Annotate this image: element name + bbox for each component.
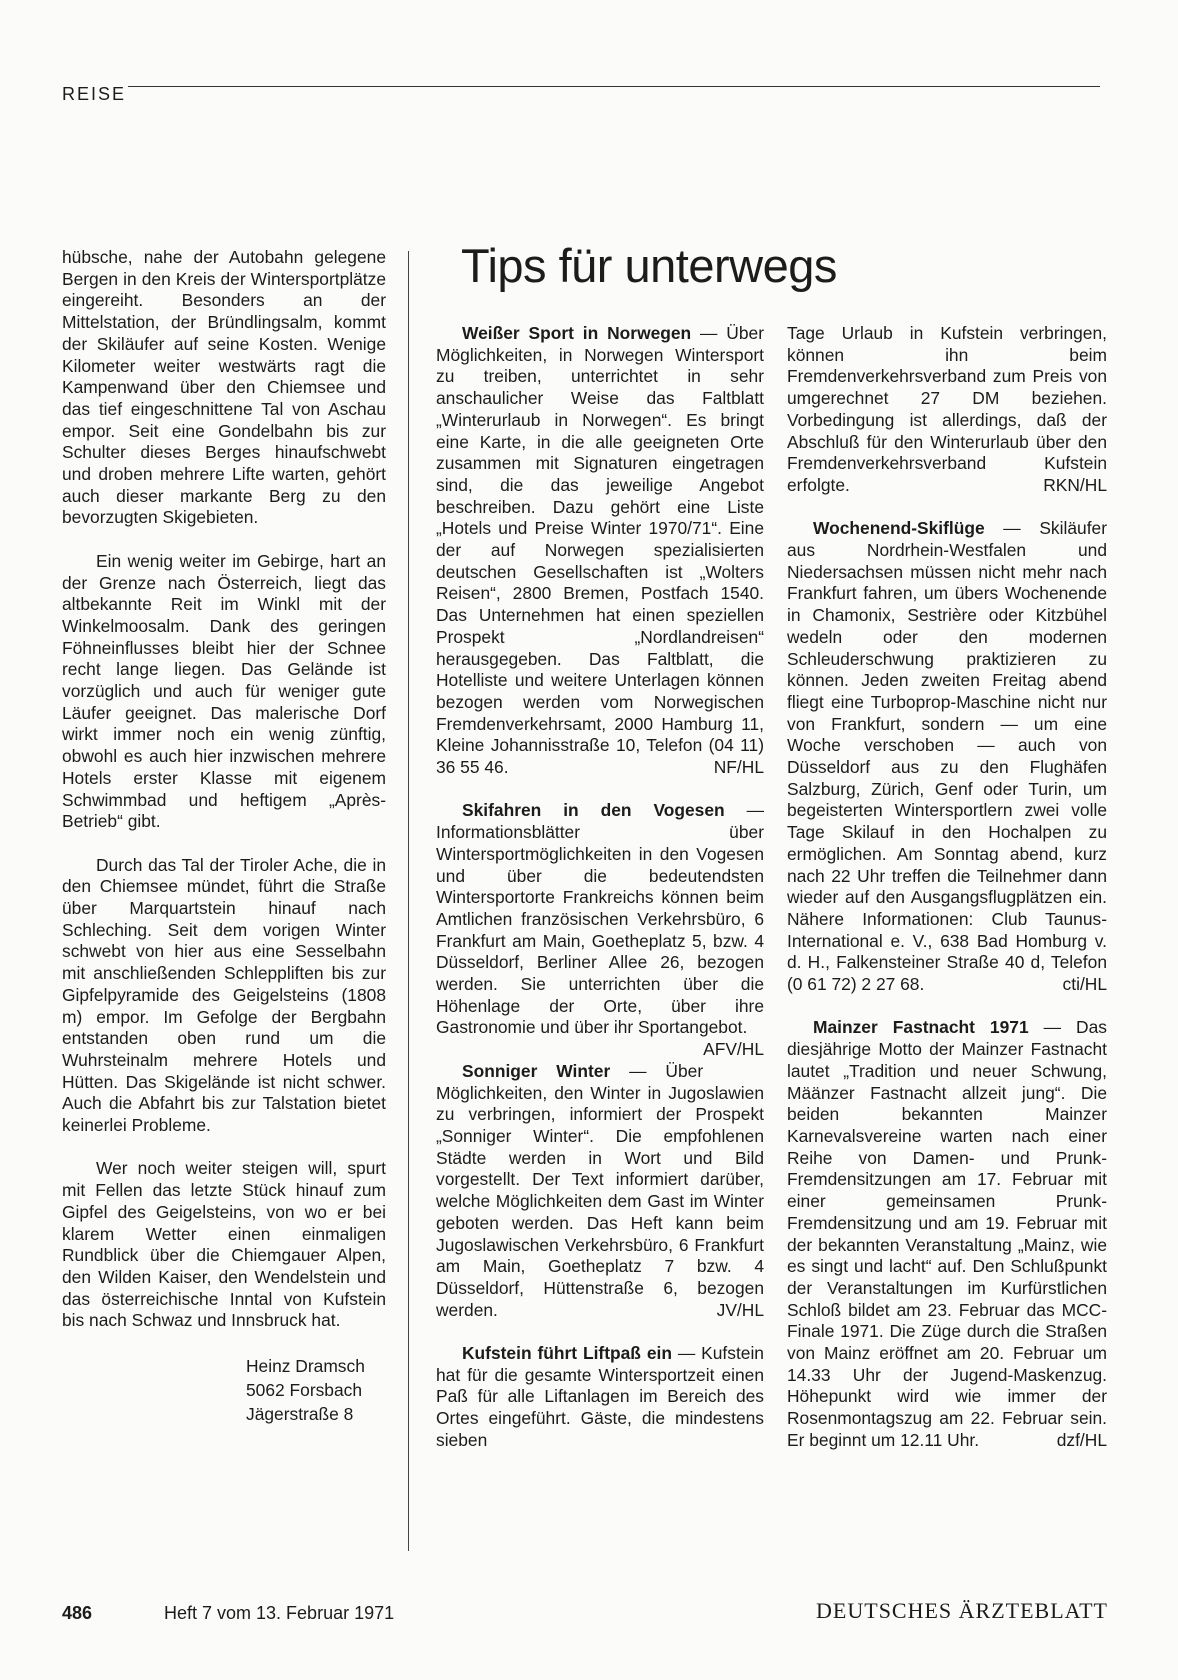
tip-text: — Skiläufer aus Nordrhein-Westfalen und Niedersachsen müssen nicht mehr nach Frankfurt fahren, um übers Wochenende in Chamonix, Sestrière oder Kitzbühel wedeln oder den modernen Schleuderschwung praktizieren zu können. Jeden zweiten Freitag abend fliegt eine Turboprop-Maschine nicht nur von Frankfurt, sondern — um eine Woche verschoben — auch von Düsseldorf aus zu den Flughäfen Salzburg, Zürich, Genf oder Turin, um begeisterten Wintersportlern zwei volle Tage Skilauf in den Hochalpen zu ermöglichen. Am Sonntag abend, kurz nach 22 Uhr treffen die Teilnehmer dann wieder auf den Ausgangsflugplätzen ein. Nähere Informationen: Club Taunus-International e. V., 638 Bad Homburg v. d. H., Falkensteiner Straße 40 d, Telefon (0 61 72) 2 27 68. <box>787 518 1107 995</box>
tip-item <box>787 518 1107 995</box>
tip-heading: Sonniger Winter <box>462 1060 611 1081</box>
tip-heading: Mainzer Fastnacht 1971 <box>813 1017 1029 1038</box>
tip-item <box>436 323 764 779</box>
author-block <box>62 1354 386 1426</box>
article-paragraph: Durch das Tal der Tiroler Ache, die in den Chiemsee mündet, führt die Straße über Marquartstein hinauf nach Schleching. Seit dem vorigen Winter schwebt von hier aus eine Sesselbahn mit anschließenden Schleppliften bis zur Gipfelpyramide des Geigelsteins (1808 m) empor. Im Gefolge der Bergbahn entstanden oben rund um die Wuhrsteinalm mehrere Hotels und Hütten. Das Skigelände ist nicht schwer. Auch die Abfahrt bis zur Talstation bietet keinerlei Probleme. <box>62 854 386 1136</box>
article-paragraph: Wer noch weiter steigen will, spurt mit Fellen das letzte Stück hinauf zum Gipfel des Geigelsteins, von wo er bei klarem Wetter einen einmaligen Rundblick über die Chiemgauer Alpen, den Wilden Kaiser, den Wendelstein und das österreichische Inntal von Kufstein bis nach Schwaz und Innsbruck hat. <box>62 1158 386 1331</box>
tip-signature: RKN/HL <box>1043 474 1107 495</box>
tip-signature: NF/HL <box>713 757 764 778</box>
tip-continuation <box>787 323 1107 497</box>
tip-item <box>436 1343 764 1452</box>
author-city: 5062 Forsbach <box>246 1379 363 1400</box>
tip-item <box>787 1017 1107 1451</box>
tip-text: — Informationsblätter über Wintersportmöglichkeiten in den Vogesen und über die bedeutendsten Wintersportorte Frankreichs können beim Amtlichen französischen Verkehrsbüro, 6 Frankfurt am Main, Goetheplatz 5, bzw. 4 Düsseldorf, Berliner Allee 26, bezogen werden. Sie unterrichten über die Höhenlage der Orte, über ihre Gastronomie und über ihr Sportangebot. <box>436 800 764 1038</box>
tip-text: — Kufstein hat für die gesamte Wintersportzeit einen Paß für alle Liftanlagen im Bereich des Ortes eingeführt. Gäste, die mindestens sieben <box>436 1343 764 1450</box>
section-label: REISE <box>62 84 127 104</box>
tip-text: — Das diesjährige Motto der Mainzer Fastnacht lautet „Tradition und neuer Schwung, Määnzer Fastnacht allzeit jung“. Die beiden bekannten Mainzer Karnevalsvereine warten nach einer Reihe von Damen- und Prunk-Fremdensitzungen am 17. Februar mit einer gemeinsamen Prunk-Fremdensitzung und am 19. Februar mit der bekannten Veranstaltung „Mainz, wie es singt und lacht“ auf. Den Schlußpunkt der Veranstaltungen im Kurfürstlichen Schloß bildet am 23. Februar das MCC-Finale 1971. Die Züge durch die Straßen von Mainz eröffnet am 20. Februar um 14.33 Uhr der Jugend-Maskenzug. Höhepunkt wird wie immer der Rosenmontagszug am 22. Februar sein. Er beginnt um 12.11 Uhr. <box>787 1017 1107 1450</box>
right-column <box>787 323 1107 1473</box>
tip-signature: AFV/HL <box>703 1039 764 1060</box>
tip-heading: Skifahren in den Vogesen <box>462 800 725 821</box>
left-column <box>62 247 386 1447</box>
author-street: Jägerstraße 8 <box>246 1403 354 1424</box>
issue-line: Heft 7 vom 13. Februar 1971 <box>164 1603 395 1623</box>
tip-item <box>436 1061 764 1321</box>
column-divider <box>408 251 409 1551</box>
tip-text: Tage Urlaub in Kufstein verbringen, können ihn beim Fremdenverkehrsverband zum Preis von umgerechnet 27 DM beziehen. Vorbedingung ist allerdings, daß der Abschluß für den Winterurlaub über den Fremdenverkehrsverband Kufstein erfolgte. <box>787 323 1107 495</box>
tip-signature: dzf/HL <box>1056 1429 1107 1450</box>
article-paragraph: hübsche, nahe der Autobahn gelegene Bergen in den Kreis der Wintersportplätze eingereiht. Besonders an der Mittelstation, der Bründlingsalm, kommt der Skiläufer auf seine Kosten. Wenige Kilometer weiter westwärts ragt die Kampenwand über den Chiemsee und das tief eingeschnittene Tal von Aschau empor. Seit eine Gondelbahn bis zur Schulter dieses Berges hinaufschwebt und droben mehrere Lifte warten, gehört auch dieser markante Berg zu den bevorzugten Skigebieten. <box>62 247 386 528</box>
tip-heading: Weißer Sport in Norwegen <box>462 323 692 343</box>
article-paragraph: Ein wenig weiter im Gebirge, hart an der Grenze nach Österreich, liegt das altbekannte Reit im Winkl mit der Winkelmoosalm. Dank des geringen Föhneinflusses bleibt hier der Schnee recht lange liegen. Das Gelände ist vorzüglich und auch für weniger gute Läufer geeignet. Das malerische Dorf wirkt immer noch ein wenig zünftig, obwohl es auch hier inzwischen mehrere Hotels erster Klasse mit eigenem Schwimmbad und heftigem „Après-Betrieb“ gibt. <box>62 550 386 832</box>
tip-signature: cti/HL <box>1062 974 1107 995</box>
tip-heading: Kufstein führt Liftpaß ein <box>462 1343 672 1363</box>
header-rule <box>128 86 1100 87</box>
author-name: Heinz Dramsch <box>246 1355 365 1376</box>
page-number: 486 <box>62 1603 93 1623</box>
tip-item <box>436 800 764 1060</box>
publication-name: DEUTSCHES ÄRZTEBLATT <box>816 1598 1108 1623</box>
middle-column <box>436 323 764 1473</box>
page-title: Tips für unterwegs <box>461 239 837 292</box>
tip-text: — Über Möglichkeiten, in Norwegen Wintersport zu treiben, unterrichtet in sehr anschaulicher Weise das Faltblatt „Winterurlaub in Norwegen“. Es bringt eine Karte, in die alle geeigneten Orte zusammen mit Signaturen eingetragen sind, die das jeweilige Angebot beschreiben. Dazu gehört eine Liste „Hotels und Preise Winter 1970/71“. Eine der auf Norwegen spezialisierten deutschen Gesellschaften ist „Wolters Reisen“, 2800 Bremen, Postfach 1540. Das Unternehmen hat einen speziellen Prospekt „Nordlandreisen“ herausgegeben. Das Faltblatt, die Hotelliste und weitere Unterlagen können bezogen werden vom Norwegischen Fremdenverkehrsamt, 2000 Hamburg 11, Kleine Johannisstraße 10, Telefon (04 11) 36 55 46. <box>436 323 764 778</box>
tip-text: — Über Möglichkeiten, den Winter in Jugoslawien zu verbringen, informiert der Prospekt „Sonniger Winter“. Die empfohlenen Städte werden in Wort und Bild vorgestellt. Der Text informiert darüber, welche Möglichkeiten dem Gast im Winter geboten werden. Das Heft kann beim Jugoslawischen Verkehrsbüro, 6 Frankfurt am Main, Goetheplatz 7 bzw. 4 Düsseldorf, Hüttenstraße 6, bezogen werden. <box>436 1060 764 1320</box>
tip-signature: JV/HL <box>716 1299 764 1320</box>
tip-heading: Wochenend-Skiflüge <box>813 518 985 539</box>
